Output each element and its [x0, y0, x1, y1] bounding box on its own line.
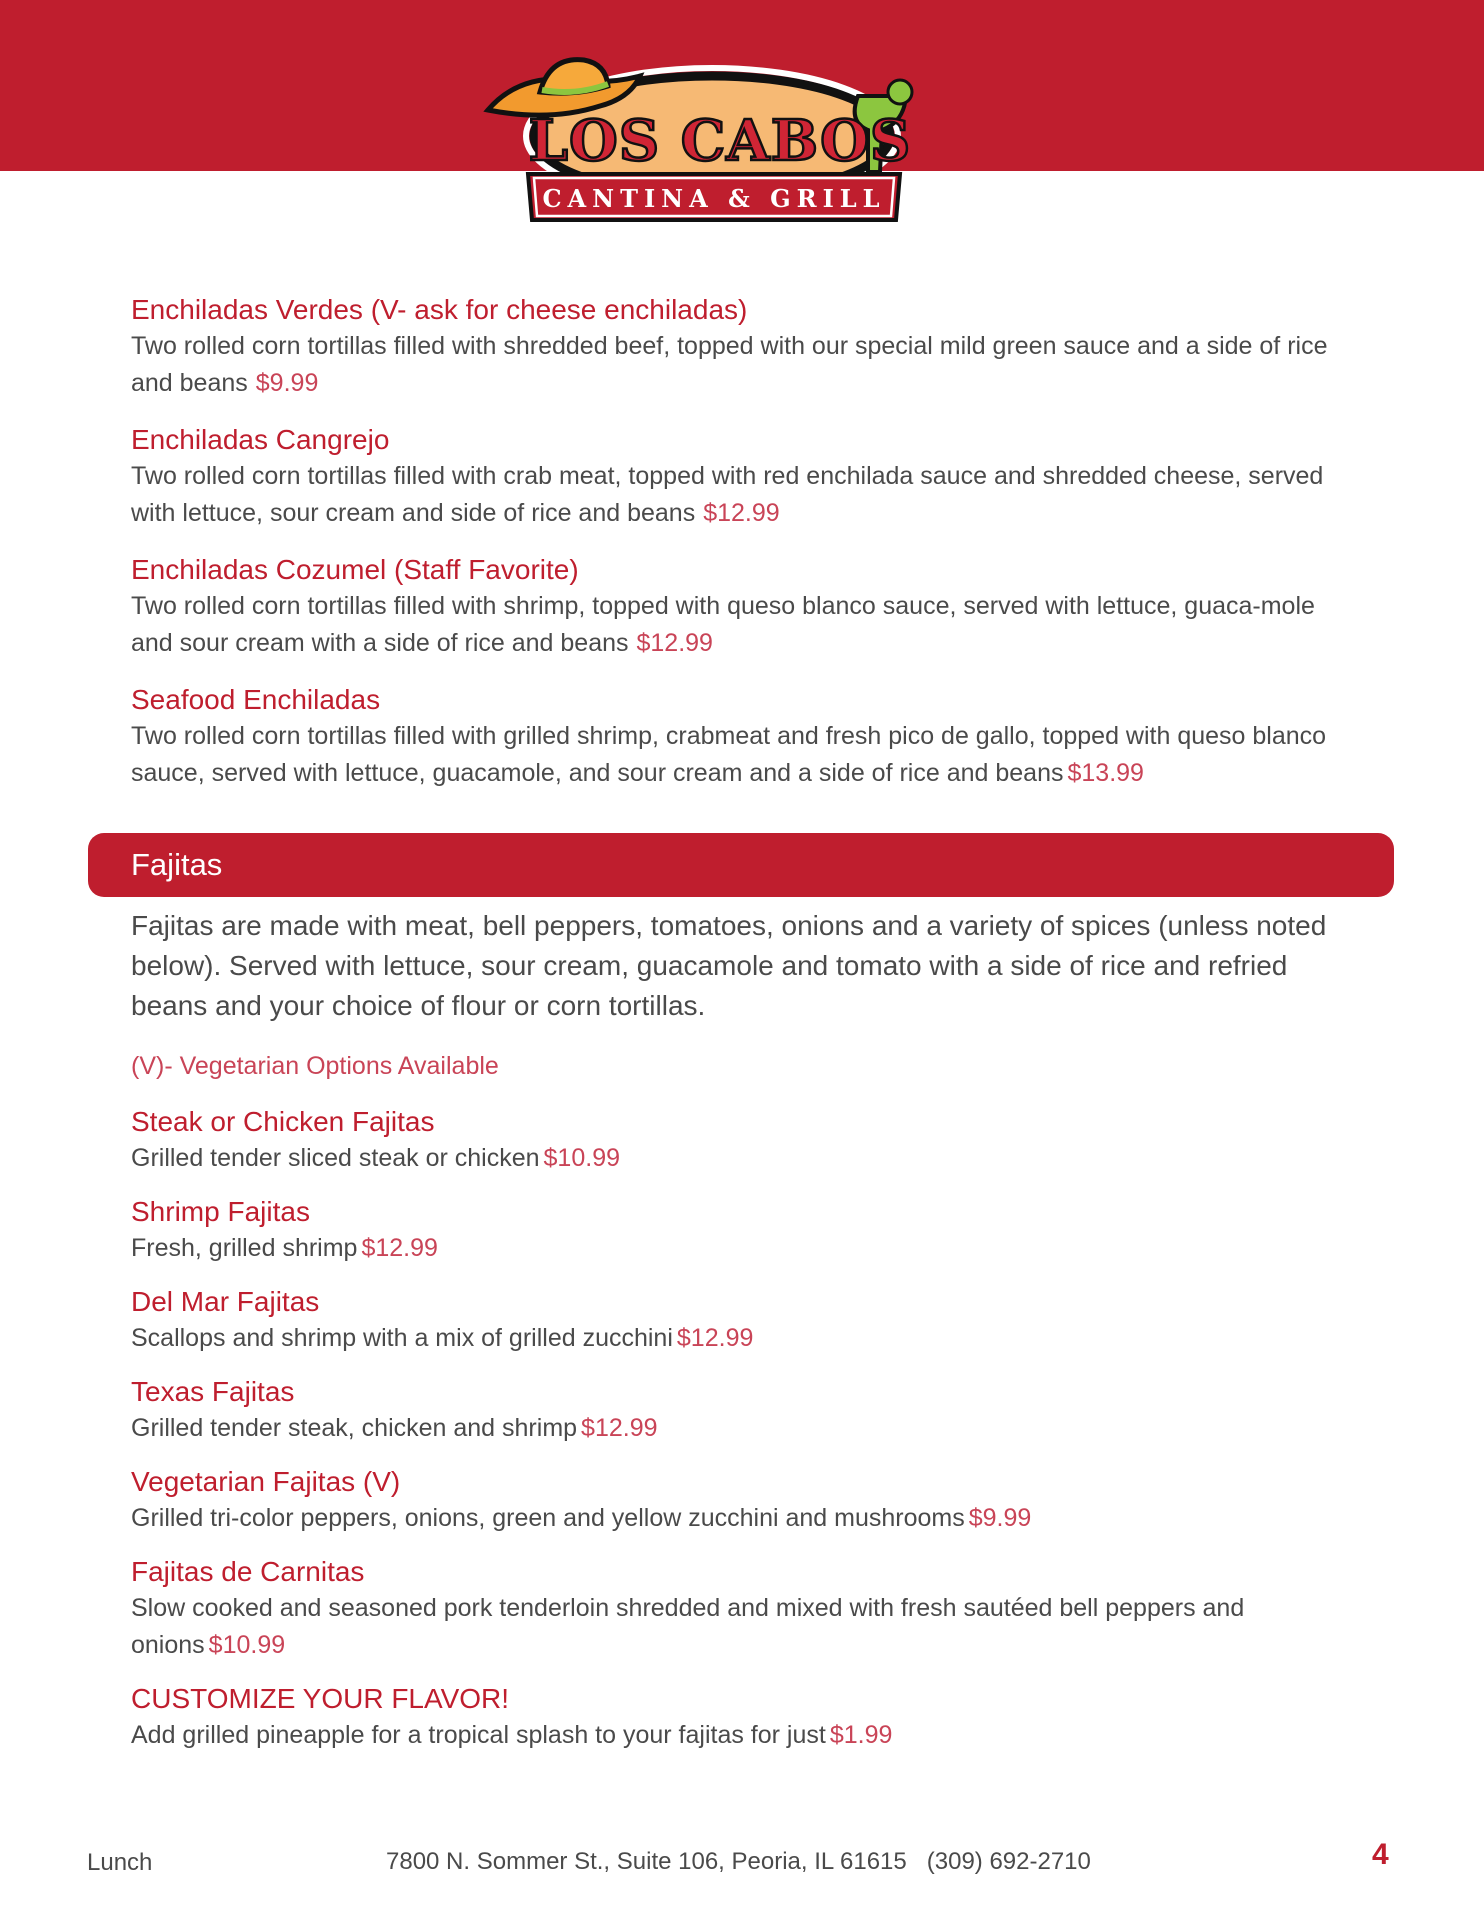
page-number: 4	[1372, 1838, 1389, 1871]
item-description: Two rolled corn tortillas filled with shrimp, topped with queso blanco sauce, served with lettuce, guaca-mole and sour cream with a side of rice and beans $12.99	[131, 592, 1315, 657]
enchiladas-list	[131, 292, 1356, 812]
item-price: $1.99	[829, 1721, 893, 1749]
footer-section-label: Lunch	[87, 1849, 153, 1876]
item-price: $12.99	[703, 499, 780, 527]
item-description: Grilled tender steak, chicken and shrimp $12.99	[131, 1414, 658, 1442]
item-description: Slow cooked and seasoned pork tenderloin shredded and mixed with fresh sautéed bell peppers and onions $10.99	[131, 1594, 1245, 1659]
item-price: $12.99	[636, 629, 713, 657]
menu-item	[131, 292, 1356, 402]
item-description: Two rolled corn tortillas filled with shredded beef, topped with our special mild green sauce and a side of rice and beans $9.99	[131, 332, 1328, 397]
item-price: $9.99	[968, 1504, 1032, 1532]
item-title: Del Mar Fajitas	[131, 1286, 320, 1317]
menu-item	[131, 1194, 1356, 1267]
item-price: $13.99	[1067, 759, 1144, 787]
fajitas-list	[131, 906, 1356, 1771]
item-title: Steak or Chicken Fajitas	[131, 1106, 435, 1137]
menu-item	[131, 1374, 1356, 1447]
item-description: Add grilled pineapple for a tropical splash to your fajitas for just $1.99	[131, 1721, 893, 1749]
item-title: Vegetarian Fajitas (V)	[131, 1466, 401, 1497]
menu-item	[131, 682, 1356, 792]
item-title: Enchiladas Cangrejo	[131, 424, 390, 455]
section-title: Fajitas	[131, 847, 223, 882]
item-title: Shrimp Fajitas	[131, 1196, 310, 1227]
los-cabos-logo	[480, 52, 930, 232]
fajitas-section-header	[88, 833, 1394, 897]
logo-name: LOS CABOS	[528, 108, 912, 174]
item-description: Two rolled corn tortillas filled with crab meat, topped with red enchilada sauce and shredded cheese, served with lettuce, sour cream and side of rice and beans $12.99	[131, 462, 1324, 527]
fajitas-intro: Fajitas are made with meat, bell peppers, tomatoes, onions and a variety of spices (unless noted below). Served with lettuce, sour cream, guacamole and tomato with a side of rice and refried beans and your choice of flour or corn tortillas.	[131, 910, 1327, 1021]
item-title: Texas Fajitas	[131, 1376, 295, 1407]
item-title: Fajitas de Carnitas	[131, 1556, 365, 1587]
item-price: $10.99	[543, 1144, 620, 1172]
footer-address: 7800 N. Sommer St., Suite 106, Peoria, IL 61615 (309) 692-2710	[386, 1848, 1091, 1875]
menu-item	[131, 1554, 1356, 1664]
menu-item	[131, 1104, 1356, 1177]
vegetarian-note: (V)- Vegetarian Options Available	[131, 1052, 499, 1080]
item-description: Scallops and shrimp with a mix of grilled zucchini $12.99	[131, 1324, 754, 1352]
menu-item	[131, 1464, 1356, 1537]
item-title: Enchiladas Verdes (V- ask for cheese enchiladas)	[131, 294, 748, 325]
item-description: Grilled tender sliced steak or chicken $10.99	[131, 1144, 620, 1172]
item-title: Enchiladas Cozumel (Staff Favorite)	[131, 554, 579, 585]
menu-item	[131, 1284, 1356, 1357]
item-title: Seafood Enchiladas	[131, 684, 381, 715]
menu-item	[131, 552, 1356, 662]
item-price: $12.99	[581, 1414, 658, 1442]
logo-tagline: CANTINA & GRILL	[542, 184, 886, 213]
item-description: Fresh, grilled shrimp $12.99	[131, 1234, 438, 1262]
menu-item	[131, 422, 1356, 532]
item-price: $10.99	[208, 1631, 286, 1659]
item-price: $9.99	[255, 369, 319, 397]
menu-item	[131, 1681, 1356, 1754]
item-title: CUSTOMIZE YOUR FLAVOR!	[131, 1683, 510, 1714]
item-description: Two rolled corn tortillas filled with grilled shrimp, crabmeat and fresh pico de gallo, topped with queso blanco sauce, served with lettuce, guacamole, and sour cream and a side of rice and beans $13.99	[131, 722, 1327, 787]
item-description: Grilled tri-color peppers, onions, green and yellow zucchini and mushrooms $9.99	[131, 1504, 1032, 1532]
item-price: $12.99	[676, 1324, 754, 1352]
item-price: $12.99	[361, 1234, 438, 1262]
